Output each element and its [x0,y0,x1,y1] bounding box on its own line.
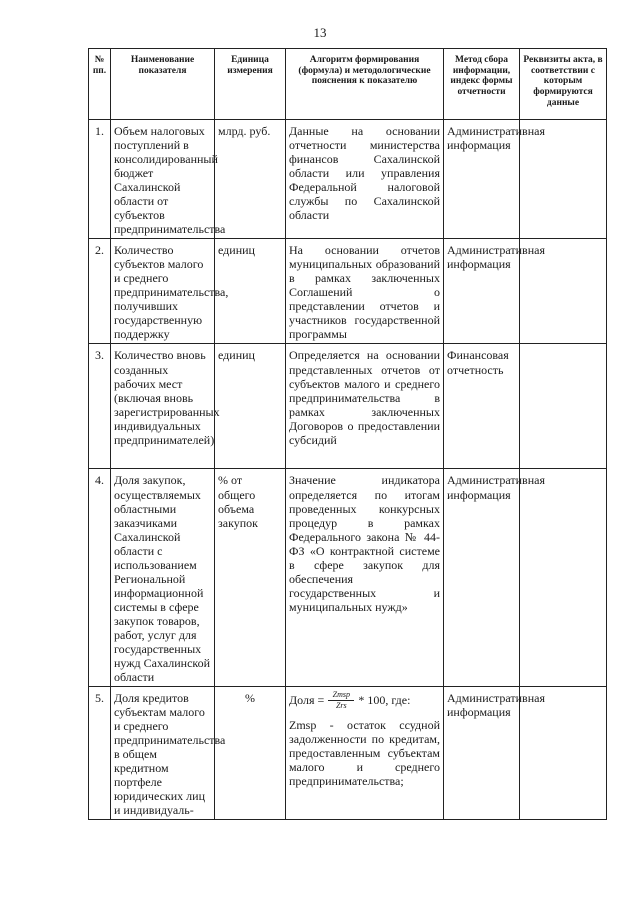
table-row [89,686,607,819]
table-row [89,120,607,239]
row-unit: млрд. руб. [215,120,286,239]
page-number: 13 [313,25,327,40]
row-name: Объем налоговых поступлений в консолидированный бюджет Сахалинской области от субъектов предпринимательства [111,120,215,239]
header-requisites: Реквизиты акта, в соответствии с которым формируются данные [520,49,607,120]
indicators-table [88,48,607,820]
formula-prefix: Доля = [289,693,325,708]
row-unit: единиц [215,344,286,469]
row-name: Доля кредитов субъектам малого и среднего предпринимательства в общем кредитном портфеле юридических лиц и индивидуаль- [111,686,215,819]
row-name: Количество вновь созданных рабочих мест (включая вновь зарегистрированных индивидуальных предпринимателей) [111,344,215,469]
formula-fraction [328,691,354,710]
header-algorithm: Алгоритм формирования (формула) и методологические пояснения к показателю [286,49,444,120]
row-algorithm: Значение индикатора определяется по итогам проведенных конкурсных процедур в рамках Федерального закона № 44-ФЗ «О контрактной системе в сфере закупок для обеспечения государственных и муниципальных нужд» [286,469,444,686]
row-unit: % от общего объема закупок [215,469,286,686]
row-num: 3. [89,344,111,469]
table-header-row [89,49,607,120]
row-method: Административная информация [444,686,520,819]
header-name: Наименование показателя [111,49,215,120]
formula-numerator: Zmsp [332,689,350,699]
row-unit: единиц [215,239,286,344]
row-method: Административная информация [444,239,520,344]
table-row [89,344,607,469]
row-num: 1. [89,120,111,239]
row-algorithm: На основании отчетов муниципальных образований в рамках заключенных Соглашений о представлении отчетов и участников государственной программы [286,239,444,344]
row-algorithm: Zmsp - остаток ссудной задолженности по кредитам, предоставленным субъектам малого и среднего предпринимательства; [289,717,440,789]
formula-denominator: Zrs [335,700,347,710]
row-name: Доля закупок, осуществляемых областными заказчиками Сахалинской области с использованием Региональной информационной системы в сфере закупок товаров, работ, услуг для государственных нужд Сахалинской области [111,469,215,686]
formula-suffix: * 100, где: [358,693,411,708]
row-num: 5. [89,686,111,819]
row-method: Административная информация [444,469,520,686]
row-method: Финансовая отчетность [444,344,520,469]
header-num: № пп. [89,49,111,120]
row-name: Количество субъектов малого и среднего предпринимательства, получивших государственную поддержку [111,239,215,344]
row-unit: % [215,686,286,819]
table-row [89,469,607,686]
header-unit: Единица измерения [215,49,286,120]
row-algorithm: Определяется на основании представленных отчетов от субъектов малого и среднего предпринимательства в рамках заключенных Договоров о предоставлении субсидий [286,344,444,469]
row-requisites [520,686,607,819]
row-num: 2. [89,239,111,344]
row-num: 4. [89,469,111,686]
table-row [89,239,607,344]
row-algorithm: Данные на основании отчетности министерства финансов Сахалинской области или управления Федеральной налоговой службы по Сахалинской области [286,120,444,239]
row-algorithm-cell [286,686,444,819]
row-requisites [520,469,607,686]
share-formula [289,691,440,710]
row-method: Административная информация [444,120,520,239]
header-method: Метод сбора информации, индекс формы отчетности [444,49,520,120]
row-requisites [520,344,607,469]
